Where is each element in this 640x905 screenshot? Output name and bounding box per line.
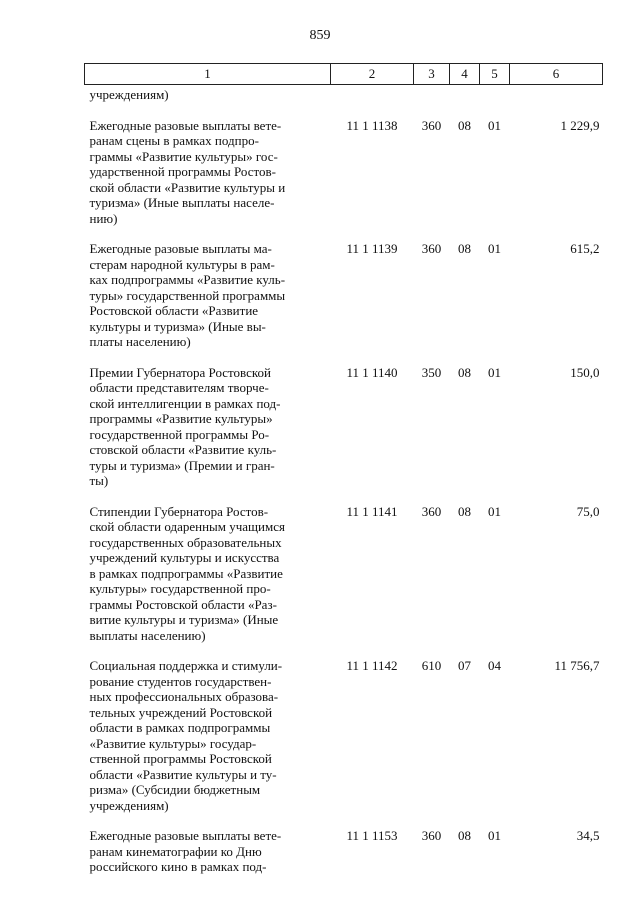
description-line: российского кино в рамках под- <box>89 859 267 874</box>
description-line: туры» государственной программы <box>89 287 286 303</box>
description-line: стерам народной культуры в рам- <box>89 256 275 272</box>
description-line: ской интеллигенции в рамках под- <box>89 395 281 411</box>
description-line: выплаты населению) <box>89 627 206 643</box>
header-col-1: 1 <box>85 64 331 85</box>
description-line: Стипендии Губернатора Ростов- <box>89 503 269 519</box>
row-col-4: 07 <box>458 658 471 673</box>
header-col-2: 2 <box>331 64 414 85</box>
header-col-5: 5 <box>480 64 510 85</box>
table-row <box>85 643 603 813</box>
row-amount: 1 229,9 <box>560 117 600 133</box>
description-line: ты) <box>89 473 109 488</box>
row-col-5: 04 <box>488 658 501 673</box>
description-line: ках подпрограммы «Развитие куль- <box>89 272 286 287</box>
description-line: ризма» (Субсидии бюджетным <box>89 782 261 797</box>
description-line: области «Развитие культуры и ту- <box>89 766 277 782</box>
page-number: 859 <box>309 28 331 43</box>
description-line: ударственной программы Ростов- <box>89 164 276 179</box>
row-description <box>85 350 331 489</box>
row-col-4: 08 <box>458 503 471 519</box>
description-line: Социальная поддержка и стимули- <box>89 658 283 673</box>
row-description <box>85 103 331 227</box>
description-line: учреждениям) <box>89 797 169 813</box>
description-line: «Развитие культуры» государ- <box>89 735 257 751</box>
row-col-3: 360 <box>421 117 442 133</box>
table-row <box>85 813 603 875</box>
row-col-3: 360 <box>421 503 442 519</box>
row-description <box>85 226 331 350</box>
row-col-5: 01 <box>488 503 501 519</box>
row-amount: 34,5 <box>576 828 600 843</box>
row-description <box>85 813 331 875</box>
row-col-3: 360 <box>421 241 442 256</box>
row-code: 11 1 1141 <box>346 503 398 519</box>
description-line: рование студентов государствен- <box>89 673 272 689</box>
header-row <box>85 64 603 85</box>
description-line: Премии Губернатора Ростовской <box>89 364 271 380</box>
row-col-5: 01 <box>488 828 501 843</box>
description-line: в рамках подпрограммы «Развитие <box>89 565 283 581</box>
description-line: учреждений культуры и искусства <box>89 550 280 565</box>
description-line: Ежегодные разовые выплаты вете- <box>89 828 282 843</box>
description-line: области представителям творче- <box>89 380 269 395</box>
description-line: платы населению) <box>89 334 191 349</box>
description-line: ской области одаренным учащимся <box>89 519 285 534</box>
row-col-5: 01 <box>488 117 501 133</box>
table-row <box>85 489 603 644</box>
row-col-4: 08 <box>458 364 471 380</box>
description-line: туризма» (Иные выплаты населе- <box>89 195 275 210</box>
carry-over-text: учреждениям) <box>89 87 169 102</box>
description-line: программы «Развитие культуры» <box>89 411 273 426</box>
description-line: стовской области «Развитие куль- <box>89 442 277 457</box>
header-col-6: 6 <box>510 64 603 85</box>
header-col-3: 3 <box>414 64 450 85</box>
row-col-3: 360 <box>421 828 442 843</box>
header-col-4: 4 <box>450 64 480 85</box>
description-line: ных профессиональных образова- <box>89 689 279 704</box>
row-code: 11 1 1140 <box>346 364 398 380</box>
description-line: туры и туризма» (Премии и гран- <box>89 457 275 473</box>
description-line: культуры» государственной про- <box>89 581 271 596</box>
row-amount: 11 756,7 <box>554 658 600 673</box>
row-col-3: 610 <box>421 658 442 673</box>
row-col-5: 01 <box>488 364 501 380</box>
row-col-4: 08 <box>458 117 471 133</box>
row-col-4: 08 <box>458 241 471 256</box>
row-amount: 75,0 <box>576 503 600 519</box>
description-line: граммы Ростовской области «Раз- <box>89 596 277 612</box>
description-line: витие культуры и туризма» (Иные <box>89 612 279 627</box>
description-line: области в рамках подпрограммы <box>89 720 271 735</box>
row-description <box>85 643 331 813</box>
row-code: 11 1 1153 <box>346 828 398 843</box>
table-row <box>85 103 603 227</box>
row-code: 11 1 1142 <box>346 658 398 673</box>
row-description <box>85 489 331 644</box>
description-line: Ежегодные разовые выплаты ма- <box>89 241 272 256</box>
description-line: Ростовской области «Развитие <box>89 303 259 318</box>
carry-over-row <box>85 85 603 103</box>
description-line: ственной программы Ростовской <box>89 751 272 766</box>
description-line: ранам кинематографии ко Дню <box>89 843 262 859</box>
description-line: государственной программы Ро- <box>89 426 270 442</box>
row-col-5: 01 <box>488 241 501 256</box>
description-line: ранам сцены в рамках подпро- <box>89 133 259 148</box>
description-line: Ежегодные разовые выплаты вете- <box>89 117 282 133</box>
budget-table <box>84 63 603 875</box>
row-code: 11 1 1139 <box>346 241 398 256</box>
description-line: ской области «Развитие культуры и <box>89 179 286 195</box>
description-line: нию) <box>89 210 118 226</box>
description-line: государственных образовательных <box>89 534 282 550</box>
description-line: тельных учреждений Ростовской <box>89 704 273 720</box>
row-col-3: 350 <box>421 364 442 380</box>
row-amount: 150,0 <box>570 364 600 380</box>
row-code: 11 1 1138 <box>346 117 398 133</box>
table-row <box>85 350 603 489</box>
row-amount: 615,2 <box>570 241 600 256</box>
description-line: культуры и туризма» (Иные вы- <box>89 318 266 334</box>
table-row <box>85 226 603 350</box>
description-line: граммы «Развитие культуры» гос- <box>89 148 278 164</box>
row-col-4: 08 <box>458 828 471 843</box>
